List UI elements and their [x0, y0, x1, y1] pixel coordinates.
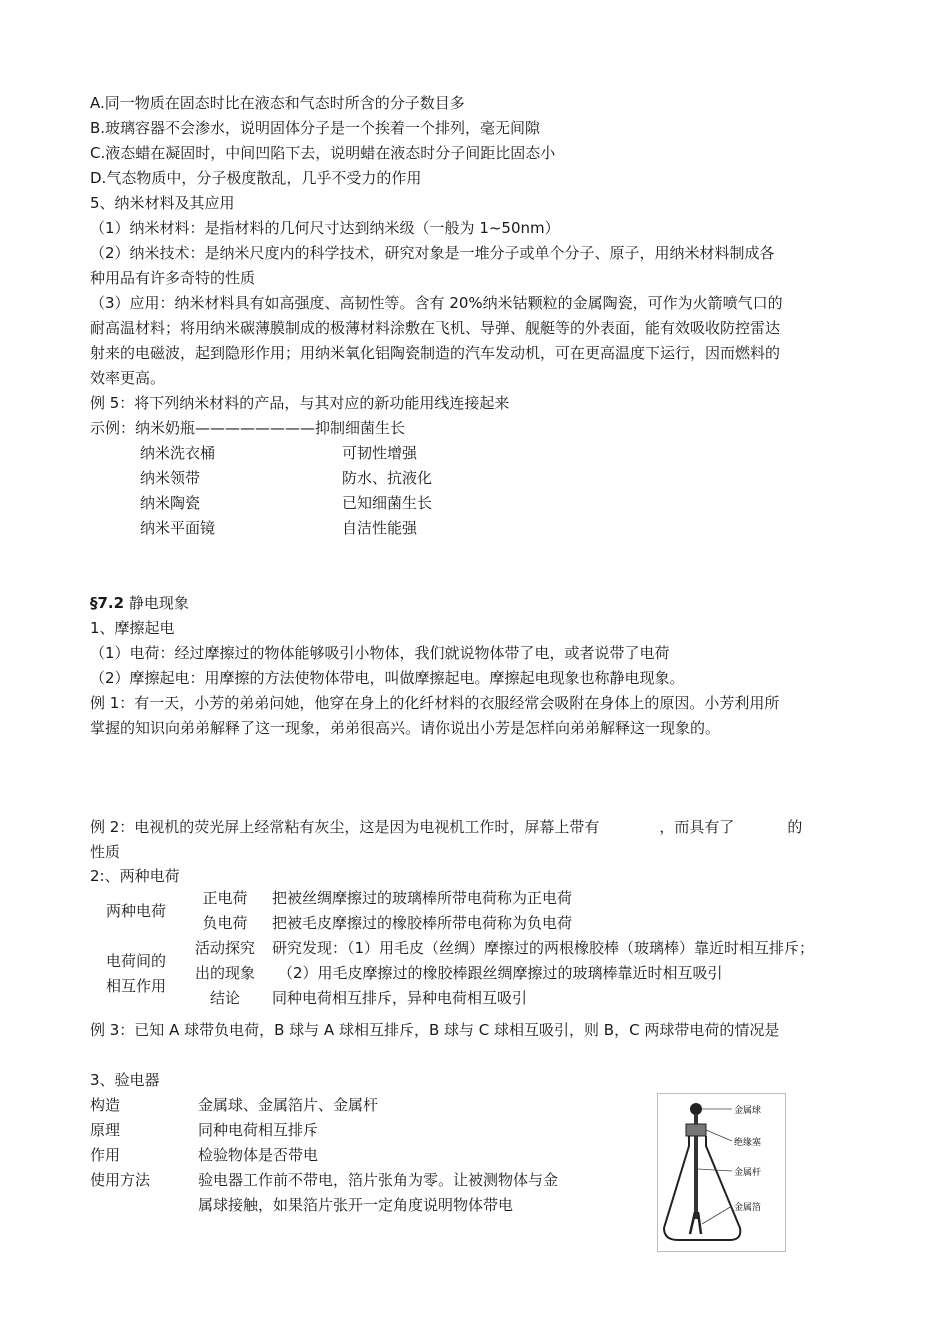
example5-sample: 示例：纳米奶瓶————————抑制细菌生长	[90, 419, 406, 437]
row-text: 验电器工作前不带电，箔片张角为零。让被测物体与金	[198, 1171, 559, 1189]
example2-text-1: 例 2：电视机的荧光屏上经常粘有灰尘，这是因为电视机工作时，屏幕上带有	[90, 818, 600, 836]
section-title	[90, 593, 189, 613]
electroscope-heading: 3、验电器	[90, 1071, 160, 1089]
product-item: 纳米陶瓷	[140, 494, 201, 512]
figure-label: 金属杆	[734, 1168, 762, 1178]
table-row	[90, 911, 818, 936]
example3: 例 3：已知 A 球带负电荷，B 球与 A 球相互排斥，B 球与 C 球相互吸引，则 B，C 两球带电荷的情况是	[90, 1021, 780, 1039]
function-item: 防水、抗液化	[342, 469, 433, 487]
nano-material-paragraph: （1）纳米材料：是指材料的几何尺寸达到纳米级（一般为 1~50nm）	[90, 219, 560, 237]
row-group-label-line1: 电荷间的	[105, 951, 166, 970]
figure-label: 绝缘塞	[734, 1138, 762, 1148]
insulating-stopper-icon	[686, 1124, 706, 1136]
electroscope-diagram	[658, 1094, 785, 1251]
table-cell: 同种电荷相互排斥，异种电荷相互吸引	[272, 989, 528, 1007]
nano-tech-paragraph-line1: （2）纳米技术：是纳米尺度内的科学技术，研究对象是一堆分子或单个分子、原子，用纳米材料制成各	[90, 244, 775, 262]
product-item: 纳米领带	[140, 469, 201, 487]
row-group-label-line2: 相互作用	[105, 976, 166, 995]
function-item: 自洁性能强	[342, 519, 418, 537]
row-text: 检验物体是否带电	[198, 1146, 319, 1164]
activity-text-line2: （2）用毛皮摩擦过的橡胶棒跟丝绸摩擦过的玻璃棒靠近时相互吸引	[278, 964, 723, 982]
table-cell: 负电荷	[202, 914, 248, 932]
section-number: §7.2	[90, 594, 125, 612]
flask-icon	[664, 1136, 740, 1240]
metal-leaf-icon	[698, 1212, 701, 1234]
metal-ball-icon	[690, 1103, 702, 1115]
charge-table	[90, 886, 818, 1011]
application-paragraph-line2: 耐高温材料；将用纳米碳薄膜制成的极薄材料涂敷在飞机、导弹、舰艇等的外表面，能有效吸收防控雷达	[90, 319, 781, 337]
product-item: 纳米平面镜	[140, 519, 216, 537]
row-label: 原理	[90, 1121, 121, 1139]
row-label: 作用	[90, 1146, 121, 1164]
option-c: C.液态蜡在凝固时，中间凹陷下去，说明蜡在液态时分子间距比固态小	[90, 144, 556, 162]
metal-leaf-icon	[690, 1212, 695, 1234]
function-item: 可韧性增强	[342, 444, 418, 462]
two-charges-heading: 2:、两种电荷	[90, 867, 180, 885]
section5-heading: 5、纳米材料及其应用	[90, 194, 235, 212]
table-row	[90, 936, 818, 986]
example2-text-3: 的	[787, 818, 803, 836]
example1-line1: 例 1：有一天，小芳的弟弟问她，他穿在身上的化纤材料的衣服经常会吸附在身体上的原因。小芳利用所	[90, 694, 780, 712]
table-cell: 两种电荷	[105, 901, 166, 920]
table-cell: 结论	[209, 989, 240, 1007]
table-row	[90, 986, 818, 1011]
table-cell	[182, 936, 268, 986]
application-paragraph-line1: （3）应用：纳米材料具有如高强度、高韧性等。含有 20%纳米钴颗粒的金属陶瓷，可作为火箭喷气口的	[90, 294, 783, 312]
table-row	[90, 886, 818, 911]
option-b: B.玻璃容器不会渗水，说明固体分子是一个挨着一个排列，毫无间隙	[90, 119, 541, 137]
friction-definition: （2）摩擦起电：用摩擦的方法使物体带电，叫做摩擦起电。摩擦起电现象也称静电现象。	[90, 669, 685, 687]
activity-label-line1: 活动探究	[194, 939, 255, 957]
friction-heading: 1、摩擦起电	[90, 619, 175, 637]
application-paragraph-line4: 效率更高。	[90, 369, 166, 387]
usage-continued: 属球接触，如果箔片张开一定角度说明物体带电	[198, 1196, 514, 1214]
nano-tech-paragraph-line2: 种用品有许多奇特的性质	[90, 269, 256, 287]
table-cell	[268, 936, 818, 986]
section-title-text: 静电现象	[124, 594, 189, 612]
activity-text-line1: 研究发现：（1）用毛皮（丝绸）摩擦过的两根橡胶棒（玻璃棒）靠近时相互排斥；	[272, 939, 815, 957]
row-text: 同种电荷相互排斥	[198, 1121, 319, 1139]
product-item: 纳米洗衣桶	[140, 444, 216, 462]
row-text: 金属球、金属箔片、金属杆	[198, 1096, 379, 1114]
table-cell: 正电荷	[202, 889, 248, 907]
charge-definition: （1）电荷：经过摩擦过的物体能够吸引小物体，我们就说物体带了电，或者说带了电荷	[90, 644, 670, 662]
table-cell: 把被毛皮摩擦过的橡胶棒所带电荷称为负电荷	[272, 914, 573, 932]
example5-prompt: 例 5：将下列纳米材料的产品，与其对应的新功能用线连接起来	[90, 394, 510, 412]
figure-label: 金属球	[734, 1106, 762, 1116]
activity-label-line2: 出的现象	[194, 964, 255, 982]
example2-line2: 性质	[90, 843, 121, 861]
figure-label: 金属箔	[734, 1203, 762, 1213]
option-a: A.同一物质在固态时比在液态和气态时所含的分子数目多	[90, 94, 465, 112]
application-paragraph-line3: 射来的电磁波，起到隐形作用；用纳米氧化铝陶瓷制造的汽车发动机，可在更高温度下运行，因而燃料的	[90, 344, 781, 362]
row-label: 构造	[90, 1096, 121, 1114]
option-d: D.气态物质中，分子极度散乱，几乎不受力的作用	[90, 169, 422, 187]
example2-line1	[90, 817, 802, 837]
row-label: 使用方法	[90, 1171, 151, 1189]
example2-text-2: ，而具有了	[659, 818, 735, 836]
example1-line2: 掌握的知识向弟弟解释了这一现象，弟弟很高兴。请你说出小芳是怎样向弟弟解释这一现象的。	[90, 719, 721, 737]
function-item: 已知细菌生长	[342, 494, 433, 512]
table-cell: 把被丝绸摩擦过的玻璃棒所带电荷称为正电荷	[272, 889, 573, 907]
table-cell	[90, 936, 182, 1011]
electroscope-figure	[657, 1093, 786, 1252]
